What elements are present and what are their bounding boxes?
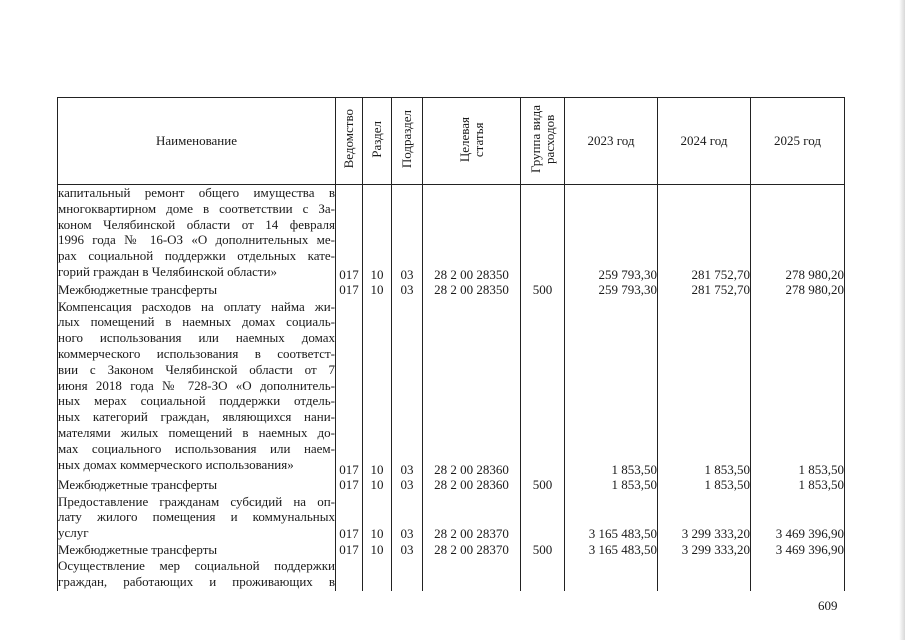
row-celevaya-statya-cell: 28 2 00 28350 — [423, 185, 521, 283]
table-row — [58, 558, 845, 591]
row-gruppa-cell — [521, 299, 565, 478]
header-year-2024: 2024 год — [658, 98, 751, 185]
table-row — [58, 494, 845, 543]
row-name-line: Межбюджетные трансферты — [58, 542, 218, 558]
row-name-line: лых помещений в наемных домах социаль- — [58, 314, 335, 330]
row-celevaya-statya-cell: 28 2 00 28360 — [423, 477, 521, 493]
row-vedomstvo-cell — [336, 558, 363, 591]
row-celevaya-statya-cell — [423, 558, 521, 591]
table-header-row — [58, 98, 845, 185]
row-podrazdel-cell: 03 — [392, 542, 423, 558]
row-razdel-cell: 10 — [363, 494, 392, 543]
row-name-cell — [58, 185, 336, 283]
page-edge-shadow — [899, 0, 905, 640]
row-name-line: ных домах коммерческого использования» — [58, 456, 294, 472]
row-podrazdel-cell: 03 — [392, 299, 423, 478]
row-amount-2023: 259 793,30 — [565, 282, 658, 298]
header-gruppa-vida-rashodov: Группа вида расходов — [521, 98, 565, 185]
row-name-line: ного использования или наемных домах — [58, 330, 335, 346]
row-amount-2025: 3 469 396,90 — [751, 494, 845, 543]
row-name-cell — [58, 558, 336, 591]
row-gruppa-cell — [521, 185, 565, 283]
table-row — [58, 185, 845, 283]
row-name-line: горий граждан в Челябинской области» — [58, 263, 278, 279]
table-row — [58, 299, 845, 478]
budget-table — [57, 97, 845, 591]
row-name-line: Осуществление мер социальной поддержки — [58, 558, 335, 574]
row-celevaya-statya-cell: 28 2 00 28360 — [423, 299, 521, 478]
row-name-line: ных категорий граждан, являющихся нани- — [58, 409, 335, 425]
row-name-line: вии с Законом Челябинской области от 7 — [58, 361, 335, 377]
header-podrazdel: Подраздел — [392, 98, 423, 185]
row-gruppa-cell — [521, 558, 565, 591]
table-row — [58, 542, 845, 558]
header-razdel: Раздел — [363, 98, 392, 185]
row-name-cell — [58, 299, 336, 478]
row-name-line: многоквартирном доме в соответствии с За- — [58, 200, 335, 216]
page-number: 609 — [818, 598, 838, 613]
row-razdel-cell: 10 — [363, 282, 392, 298]
row-podrazdel-cell: 03 — [392, 282, 423, 298]
header-year-2023: 2023 год — [565, 98, 658, 185]
row-name-line: ных мерах социальной поддержки отдель- — [58, 393, 335, 409]
row-gruppa-cell: 500 — [521, 542, 565, 558]
header-vedomstvo: Ведомство — [336, 98, 363, 185]
table-row — [58, 282, 845, 298]
row-podrazdel-cell: 03 — [392, 477, 423, 493]
row-gruppa-cell: 500 — [521, 477, 565, 493]
row-name-line: июня 2018 года № 728-ЗО «О дополнитель- — [58, 377, 335, 393]
row-amount-2024: 3 299 333,20 — [658, 542, 751, 558]
row-razdel-cell: 10 — [363, 299, 392, 478]
row-gruppa-cell: 500 — [521, 282, 565, 298]
row-amount-2023: 1 853,50 — [565, 299, 658, 478]
row-amount-2024: 3 299 333,20 — [658, 494, 751, 543]
row-name-line: 1996 года № 16-ОЗ «О дополнительных ме- — [58, 232, 335, 248]
row-razdel-cell: 10 — [363, 185, 392, 283]
row-name-line: мателями жилых помещений в наемных до- — [58, 425, 335, 441]
row-amount-2024: 1 853,50 — [658, 477, 751, 493]
row-vedomstvo-cell: 017 — [336, 185, 363, 283]
header-year-2025: 2025 год — [751, 98, 845, 185]
row-celevaya-statya-cell: 28 2 00 28370 — [423, 542, 521, 558]
row-amount-2023 — [565, 558, 658, 591]
row-podrazdel-cell: 03 — [392, 494, 423, 543]
row-name-cell — [58, 542, 336, 558]
row-name-line: Межбюджетные трансферты — [58, 477, 218, 493]
row-name-cell — [58, 494, 336, 543]
header-celevaya-statya: Целевая статья — [423, 98, 521, 185]
row-amount-2024: 281 752,70 — [658, 282, 751, 298]
row-name-line: рах социальной поддержки отдельных кате- — [58, 248, 335, 264]
row-razdel-cell: 10 — [363, 477, 392, 493]
row-vedomstvo-cell: 017 — [336, 477, 363, 493]
row-name-line: лату жилого помещения и коммунальных — [58, 509, 335, 525]
row-amount-2025: 278 980,20 — [751, 282, 845, 298]
row-name-line: коммерческого использования в соответст- — [58, 346, 335, 362]
row-name-line: мах социального использования или наем- — [58, 440, 335, 456]
row-vedomstvo-cell: 017 — [336, 494, 363, 543]
row-name-cell — [58, 282, 336, 298]
row-name-cell — [58, 477, 336, 493]
table-body — [58, 185, 845, 592]
row-vedomstvo-cell: 017 — [336, 542, 363, 558]
row-amount-2025 — [751, 558, 845, 591]
row-amount-2025: 3 469 396,90 — [751, 542, 845, 558]
row-amount-2025: 1 853,50 — [751, 299, 845, 478]
row-name-line: Межбюджетные трансферты — [58, 282, 218, 298]
table-row — [58, 477, 845, 493]
row-name-line: Компенсация расходов на оплату найма жи- — [58, 298, 335, 314]
header-name: Наименование — [58, 98, 336, 185]
row-razdel-cell: 10 — [363, 542, 392, 558]
row-podrazdel-cell — [392, 558, 423, 591]
row-amount-2023: 3 165 483,50 — [565, 494, 658, 543]
row-amount-2023: 3 165 483,50 — [565, 542, 658, 558]
row-name-line: услуг — [58, 525, 89, 541]
row-vedomstvo-cell: 017 — [336, 282, 363, 298]
row-gruppa-cell — [521, 494, 565, 543]
row-podrazdel-cell: 03 — [392, 185, 423, 283]
row-amount-2023: 1 853,50 — [565, 477, 658, 493]
row-celevaya-statya-cell: 28 2 00 28350 — [423, 282, 521, 298]
row-name-line: коном Челябинской области от 14 февраля — [58, 216, 335, 232]
row-amount-2023: 259 793,30 — [565, 185, 658, 283]
row-name-line: капитальный ремонт общего имущества в — [58, 185, 335, 200]
row-name-line: граждан, работающих и проживающих в — [58, 574, 335, 590]
row-amount-2024 — [658, 558, 751, 591]
row-celevaya-statya-cell: 28 2 00 28370 — [423, 494, 521, 543]
row-amount-2025: 1 853,50 — [751, 477, 845, 493]
row-name-line: Предоставление гражданам субсидий на оп- — [58, 493, 335, 509]
row-amount-2024: 1 853,50 — [658, 299, 751, 478]
row-vedomstvo-cell: 017 — [336, 299, 363, 478]
row-razdel-cell — [363, 558, 392, 591]
row-amount-2025: 278 980,20 — [751, 185, 845, 283]
row-amount-2024: 281 752,70 — [658, 185, 751, 283]
